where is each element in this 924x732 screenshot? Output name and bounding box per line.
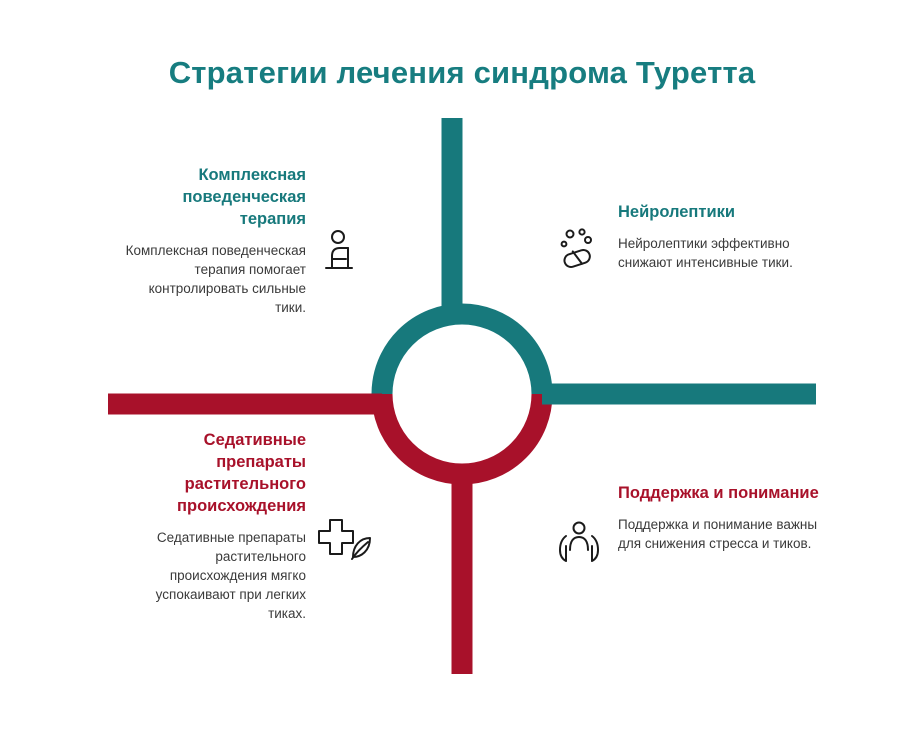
quadrant-sedative-body: Седативные препараты растительного происхождения мягко успокаивают при легких тиках.: [155, 529, 306, 622]
quadrant-support-heading: Поддержка и понимание: [618, 484, 819, 502]
medical-cross-leaf-icon: [319, 520, 370, 559]
ring-arc-top-right: [462, 314, 542, 394]
person-sitting-icon: [326, 231, 352, 268]
page-title: Стратегии лечения синдрома Туретта: [168, 55, 756, 90]
quadrant-cbt-heading: Комплексная поведенческая терапия: [182, 166, 306, 228]
quadrant-neuroleptics: [618, 202, 828, 272]
ring-arc-top-left: [382, 314, 462, 394]
quadrant-support-body: Поддержка и понимание важны для снижения стресса и тиков.: [618, 516, 818, 552]
ring-arc-bottom-left: [382, 394, 462, 474]
quadrant-cbt: [120, 165, 306, 317]
quadrant-neuroleptics-body: Нейролептики эффективно снижают интенсивные тики.: [618, 235, 793, 271]
ring-arc-bottom-right: [462, 394, 542, 474]
quadrant-support: [618, 483, 833, 553]
quadrant-neuroleptics-heading: Нейролептики: [618, 203, 736, 221]
pills-capsule-icon: [562, 229, 592, 268]
quadrant-sedative: [120, 430, 306, 624]
hands-person-support-icon: [560, 523, 598, 562]
quadrant-sedative-heading: Седативные препараты растительного происхождения: [177, 431, 306, 515]
quadrant-cbt-body: Комплексная поведенческая терапия помогает контролировать сильные тики.: [125, 242, 306, 316]
